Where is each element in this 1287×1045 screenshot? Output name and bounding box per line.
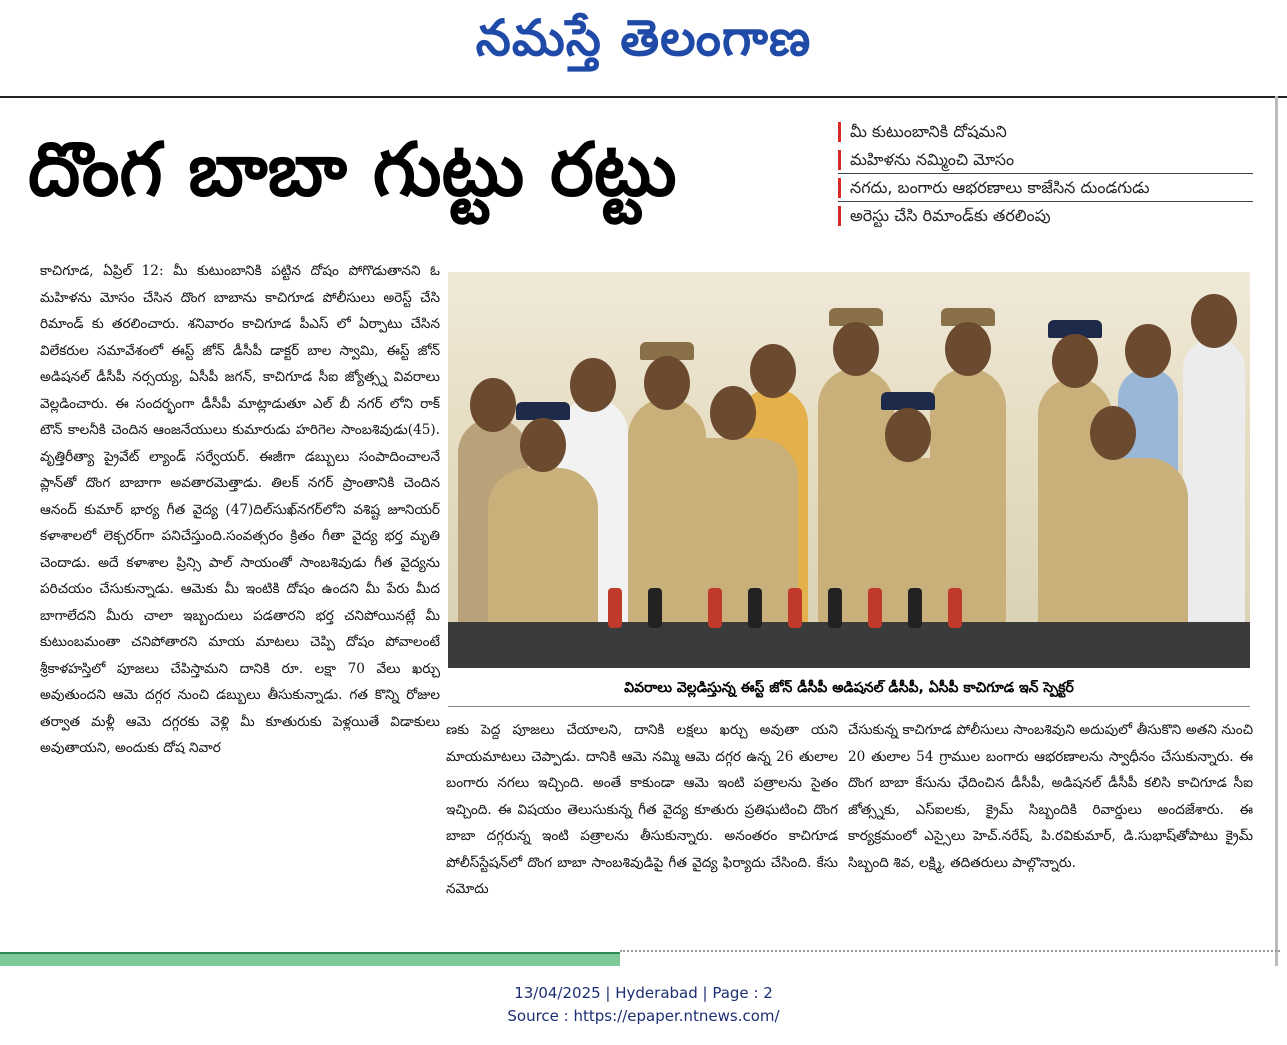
article-headline: దొంగ బాబా గుట్టు రట్టు — [28, 127, 677, 213]
photo-caption: వివరాలు వెల్లడిస్తున్న ఈస్ట్ జోన్ డీసీపీ అడిషనల్ డీసీపీ, ఏసీపీ కాచిగూడ ఇన్ స్పెక్టర్ — [448, 670, 1250, 707]
photo-microphone — [608, 588, 622, 628]
photo-microphone — [748, 588, 762, 628]
press-meet-photo — [448, 272, 1250, 668]
subheadline-2: మహిళను నమ్మించి మోసం — [838, 146, 1253, 174]
photo-microphone — [788, 588, 802, 628]
photo-microphone — [648, 588, 662, 628]
right-divider — [1275, 96, 1278, 966]
article-column-3: చేసుకున్న కాచిగూడ పోలీసులు సాంబశివుని అదుపులో తీసుకొని అతని నుంచి 20 తులాల 54 గ్రాముల బంగారు ఆభరణాలను స్వాధీనం చేసుకున్నారు. ఈ దొంగ బాబా కేసును ఛేదించిన డీసీపీ, అడిషనల్ డీసీపీ కలిసి కాచిగూడ సీఐ జోత్స్నకు, ఎస్ఐలకు, క్రైమ్ సిబ్బందికి రివార్డులు అందజేశారు. ఈ కార్యక్రమంలో ఎస్సైలు హెచ్.నరేష్, పి.రవికుమార్, డి.సుభాష్‌తోపాటు క్రైమ్ సిబ్బంది శివ, లక్ష్మి, తదితరులు పాల్గొన్నారు. — [848, 722, 1253, 871]
photo-microphone — [948, 588, 962, 628]
article-column-2: ణకు పెద్ద పూజలు చేయాలని, దానికి లక్షలు ఖర్చు అవుతా యని మాయమాటలు చెప్పాడు. దానికి ఆమె నమ్మి ఆమె దగ్గర ఉన్న 26 తులాల బంగారు నగలు ఇచ్చింది. అంతే కాకుండా ఆమె ఇంటి పత్రాలను సైతం ఇచ్చింది. ఈ విషయం తెలుసుకున్న గీత వైద్య కూతురు ప్రతిఘటించి దొంగ బాబా దగ్గరున్న ఇంటి పత్రాలను తీసుకున్నారు. అనంతరం కాచిగూడ పోలీస్‌స్టేషన్‌లో దొంగ బాబా సాంబశివుడిపై గీత వైద్య ఫిర్యాదు చేసింది. కేసు నమోదు — [446, 722, 838, 897]
photo-person — [1183, 338, 1245, 668]
subheadline-3: నగదు, బంగారు ఆభరణాలు కాజేసిన దుండగుడు — [838, 174, 1253, 202]
footer-source-line: Source : https://epaper.ntnews.com/ — [507, 1007, 780, 1025]
top-divider — [0, 96, 1287, 98]
subheadline-block — [838, 118, 1253, 230]
photo-microphone — [868, 588, 882, 628]
page-footer — [0, 982, 1287, 1028]
cut-line — [620, 950, 1280, 952]
photo-microphone — [828, 588, 842, 628]
photo-microphone — [708, 588, 722, 628]
masthead-title: నమస్తే తెలంగాణ — [475, 9, 812, 67]
article-column-1: కాచిగూడ, ఏప్రిల్ 12: మీ కుటుంబానికి పట్టిన దోషం పోగొడుతానని ఓ మహిళను మోసం చేసిన దొంగ బాబాను కాచిగూడ పోలీసులు అరెస్ట్ చేసి రిమాండ్ కు తరలించారు. శనివారం కాచిగూడ పీఎస్ లో ఏర్పాటు చేసిన విలేకరుల సమావేశంలో ఈస్ట్ జోన్ డీసీపీ డాక్టర్ బాల స్వామి, ఈస్ట్ జోన్ అడిషనల్ డీసీపీ నర్సయ్య, ఏసీపీ జగన్, కాచిగూడ సీఐ జ్యోత్స్న వివరాలు వెల్లడించారు. ఈ సందర్భంగా డీసీపీ మాట్లాడుతూ ఎల్ బీ నగర్ లోని రాక్ టౌన్ కాలనీకి చెందిన ఆంజనేయులు కుమారుడు హరిగెల సాంబశివుడు(45). వృత్తిరీత్యా ప్రైవేట్ ల్యాండ్ సర్వేయర్. ఈజీగా డబ్బులు సంపాదించాలనే ప్లాన్‌తో దొంగ బాబాగా అవతారమెత్తాడు. తిలక్ నగర్ ప్రాంతానికి చెందిన ఆనంద్ కుమార్ భార్య గీత వైద్య (47)దిల్‌సుఖ్‌నగర్‌లోని వశిష్ట జూనియర్ కళాశాలలో లెక్చరర్‌గా పనిచేస్తుంది.సంవత్సరం క్రితం గీతా వైద్య భర్త మృతి చెందాడు. అదే కళాశాల ప్రిన్సి పాల్ సాయంతో సాంబశివుడు గీత వైద్యను పరిచయం చేసుకున్నాడు. ఆమెకు మీ ఇంటికి దోషం ఉందని మీ పేరు మీద బాగాలేదని మీరు చాలా ఇబ్బందులు పడతారని భర్త చనిపోయినట్లే మీ కుటుంబమంతా చనిపోతారని మాయ మాటలు చెప్పి దోషం పోవాలంటే శ్రీకాళహస్తిలో పూజలు చేపిస్తామని దానికి రూ. లక్షా 70 వేలు ఖర్చు అవుతుందని ఆమె దగ్గర నుంచి డబ్బులు తీసుకున్నాడు. గత కొన్ని రోజుల తర్వాత మళ్లీ ఆమె దగ్గరకు వెళ్లి మీ కూతురుకు పెళ్లయితే విడాకులు అవుతాయని, అందుకు దోష నివార — [40, 263, 440, 756]
footer-date-line: 13/04/2025 | Hyderabad | Page : 2 — [514, 984, 773, 1002]
ad-strip — [0, 952, 620, 966]
photo-microphone — [908, 588, 922, 628]
subheadline-4: అరెస్టు చేసి రిమాండ్‌కు తరలింపు — [838, 202, 1253, 230]
subheadline-1: మీ కుటుంబానికి దోషమని — [838, 118, 1253, 146]
photo-table — [448, 622, 1250, 668]
newspaper-masthead — [0, 0, 1287, 80]
